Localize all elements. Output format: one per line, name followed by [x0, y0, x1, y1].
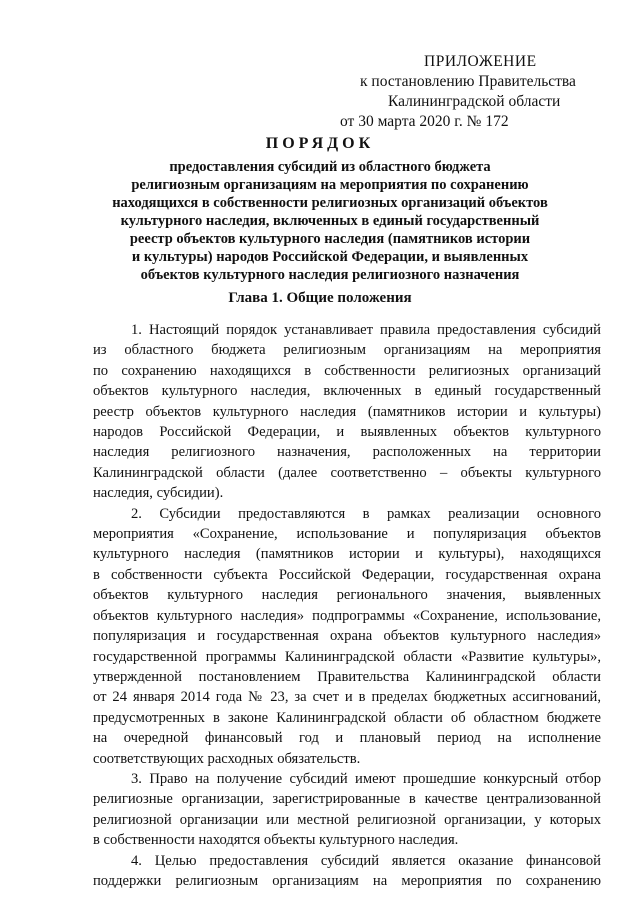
subtitle-line: и культуры) народов Российской Федерации, и выявленных: [131, 249, 529, 265]
text-line: 2. Субсидии предоставляются в рамках реализации основного: [131, 505, 601, 522]
text-line: утвержденной постановлением Правительства Калининградской области: [93, 668, 601, 685]
text-line: наследия религиозного назначения, расположенных на территории: [93, 444, 601, 461]
text-line: народов Российской Федерации, и выявленных объектов культурного: [93, 424, 601, 441]
paragraph-1: [93, 320, 601, 504]
text-line: реестр объектов культурного наследия (памятников истории и культуры): [93, 403, 601, 420]
document-title: ПОРЯДОК: [265, 135, 375, 152]
appendix-date-number: от 30 марта 2020 г. № 172: [340, 113, 509, 130]
text-line: из областного бюджета религиозным организациям на мероприятия: [93, 342, 601, 359]
text-line: по сохранению находящихся в собственности религиозных организаций: [93, 362, 601, 379]
text-line: 4. Целью предоставления субсидий является оказание финансовой: [131, 852, 601, 869]
text-line: религиозные организации, зарегистрированные в качестве централизованной: [93, 791, 601, 808]
subtitle-line: предоставления субсидий из областного бюджета: [169, 159, 491, 175]
paragraph-3: [93, 769, 601, 851]
text-line: культурного наследия (памятников истории и культуры), находящихся: [93, 546, 601, 563]
text-line: наследия, субсидии).: [93, 485, 224, 502]
paragraph-4: [93, 851, 601, 892]
appendix-title: ПРИЛОЖЕНИЕ: [424, 53, 537, 70]
text-line: объектов культурного наследия» подпрограммы «Сохранение, использование,: [93, 607, 601, 624]
text-line: объектов культурного наследия регионального значения, выявленных: [93, 587, 601, 604]
paragraph-2: [93, 504, 601, 769]
subtitle-line: находящихся в собственности религиозных организаций объектов: [112, 195, 548, 211]
text-line: 1. Настоящий порядок устанавливает правила предоставления субсидий: [131, 322, 601, 338]
text-line: популяризация и государственная охрана объектов культурного наследия»: [93, 628, 601, 645]
text-line: Калининградской области (далее соответственно – объекты культурного: [93, 464, 601, 481]
subtitle-line: объектов культурного наследия религиозного назначения: [140, 267, 520, 283]
text-line: в собственности субъекта Российской Федерации, государственная охрана: [93, 566, 601, 583]
document-subtitle: [95, 158, 565, 284]
appendix-block: [340, 52, 610, 132]
text-line: мероприятия «Сохранение, использование и популяризация объектов: [93, 526, 601, 543]
text-line: на очередной финансовый год и плановый период на исполнение: [93, 730, 601, 747]
subtitle-line: культурного наследия, включенных в единый государственный: [120, 213, 540, 229]
text-line: поддержки религиозным организациям на мероприятия по сохранению: [93, 872, 601, 889]
text-line: объектов культурного наследия, включенных в единый государственный: [93, 383, 601, 400]
appendix-region: Калининградской области: [388, 93, 561, 110]
text-line: в собственности находятся объекты культурного наследия.: [93, 832, 459, 849]
text-line: государственной программы Калининградской области «Развитие культуры»,: [93, 648, 601, 665]
body-text: [93, 320, 601, 891]
text-line: соответствующих расходных обязательств.: [93, 750, 361, 767]
subtitle-line: религиозным организациям на мероприятия по сохранению: [131, 177, 529, 193]
text-line: религиозной организации или местной религиозной организации, у которых: [93, 811, 601, 828]
subtitle-line: реестр объектов культурного наследия (памятников истории: [129, 231, 531, 247]
text-line: 3. Право на получение субсидий имеют прошедшие конкурсный отбор: [131, 770, 601, 787]
text-line: предусмотренных в законе Калининградской области об областном бюджете: [93, 709, 601, 726]
text-line: от 24 января 2014 года № 23, за счет и в пределах бюджетных ассигнований,: [93, 689, 601, 706]
appendix-reference: к постановлению Правительства: [360, 73, 576, 90]
chapter-heading: Глава 1. Общие положения: [228, 290, 412, 306]
